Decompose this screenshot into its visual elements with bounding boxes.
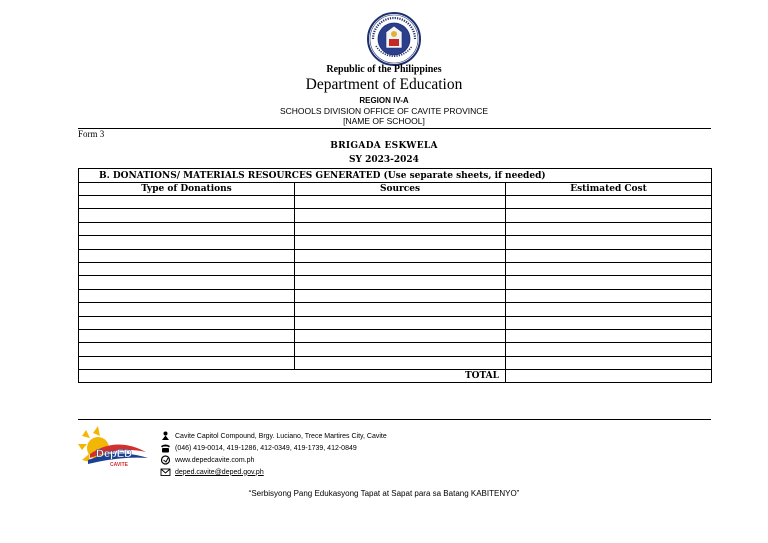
footer-divider <box>78 419 711 420</box>
globe-icon <box>160 455 171 465</box>
logo-subtext: CAVITE <box>110 462 128 468</box>
deped-cavite-logo <box>76 424 152 472</box>
website-line <box>160 455 254 465</box>
source-cell[interactable] <box>295 289 506 302</box>
cost-cell[interactable] <box>506 329 712 342</box>
source-cell[interactable] <box>295 343 506 356</box>
form-number: Form 3 <box>78 129 105 139</box>
section-header-row <box>79 169 712 183</box>
cost-cell[interactable] <box>506 236 712 249</box>
table-row <box>79 222 712 235</box>
type-cell[interactable] <box>79 196 295 209</box>
division-label: SCHOOLS DIVISION OFFICE OF CAVITE PROVINCE <box>279 106 489 116</box>
cost-cell[interactable] <box>506 289 712 302</box>
type-cell[interactable] <box>79 236 295 249</box>
cost-cell[interactable] <box>506 356 712 369</box>
type-cell[interactable] <box>79 262 295 275</box>
type-cell[interactable] <box>79 249 295 262</box>
location-icon <box>160 431 171 441</box>
type-cell[interactable] <box>79 356 295 369</box>
source-cell[interactable] <box>295 236 506 249</box>
cost-cell[interactable] <box>506 222 712 235</box>
type-cell[interactable] <box>79 329 295 342</box>
republic-label: Republic of the Philippines <box>326 64 442 75</box>
table-row <box>79 276 712 289</box>
table-row <box>79 289 712 302</box>
cost-cell[interactable] <box>506 196 712 209</box>
table-row <box>79 316 712 329</box>
donations-table <box>78 168 712 383</box>
source-cell[interactable] <box>295 276 506 289</box>
table-row <box>79 356 712 369</box>
table-row <box>79 209 712 222</box>
source-cell[interactable] <box>295 262 506 275</box>
source-cell[interactable] <box>295 196 506 209</box>
cost-cell[interactable] <box>506 343 712 356</box>
source-cell[interactable] <box>295 222 506 235</box>
table-row <box>79 343 712 356</box>
total-label: TOTAL <box>79 370 506 383</box>
table-row <box>79 236 712 249</box>
cost-cell[interactable] <box>506 209 712 222</box>
email-line <box>160 467 264 477</box>
type-cell[interactable] <box>79 209 295 222</box>
section-title: B. DONATIONS/ MATERIALS RESOURCES GENERATED (Use separate sheets, if needed) <box>79 169 712 183</box>
table-row <box>79 329 712 342</box>
footer-motto: “Serbisyong Pang Edukasyong Tapat at Sapat para sa Batang KABITENYO” <box>248 489 520 498</box>
total-row <box>79 370 712 383</box>
column-header-row <box>79 183 712 196</box>
type-cell[interactable] <box>79 343 295 356</box>
source-cell[interactable] <box>295 316 506 329</box>
type-cell[interactable] <box>79 222 295 235</box>
phone-line <box>160 443 357 453</box>
cost-cell[interactable] <box>506 276 712 289</box>
source-cell[interactable] <box>295 356 506 369</box>
cost-cell[interactable] <box>506 316 712 329</box>
table-row <box>79 196 712 209</box>
region-label: REGION IV-A <box>359 96 409 105</box>
form-title: BRIGADA ESKWELA <box>330 141 438 151</box>
logo-text: DepED <box>96 448 133 460</box>
cost-cell[interactable] <box>506 262 712 275</box>
table-row <box>79 262 712 275</box>
type-cell[interactable] <box>79 289 295 302</box>
source-cell[interactable] <box>295 303 506 316</box>
address-line <box>160 431 387 441</box>
cost-cell[interactable] <box>506 249 712 262</box>
mail-icon <box>160 467 171 477</box>
cost-cell[interactable] <box>506 303 712 316</box>
type-cell[interactable] <box>79 316 295 329</box>
header-divider <box>78 128 711 129</box>
school-name-placeholder: [NAME OF SCHOOL] <box>343 116 425 126</box>
email-text[interactable]: deped.cavite@deped.gov.ph <box>175 468 264 476</box>
school-year: SY 2023-2024 <box>349 155 419 165</box>
column-header-sources: Sources <box>295 183 506 196</box>
source-cell[interactable] <box>295 329 506 342</box>
deped-seal <box>367 12 421 66</box>
column-header-type: Type of Donations <box>79 183 295 196</box>
type-cell[interactable] <box>79 276 295 289</box>
department-title: Department of Education <box>305 76 463 93</box>
type-cell[interactable] <box>79 303 295 316</box>
phone-icon <box>160 443 171 453</box>
website-text[interactable]: www.depedcavite.com.ph <box>175 456 255 464</box>
table-row <box>79 249 712 262</box>
address-text: Cavite Capitol Compound, Brgy. Luciano, Trece Martires City, Cavite <box>175 432 387 440</box>
column-header-cost: Estimated Cost <box>506 183 712 196</box>
total-value-cell[interactable] <box>506 370 712 383</box>
source-cell[interactable] <box>295 209 506 222</box>
source-cell[interactable] <box>295 249 506 262</box>
table-row <box>79 303 712 316</box>
phone-text: (046) 419-0014, 419-1286, 412-0349, 419-1739, 412-0849 <box>175 444 357 452</box>
